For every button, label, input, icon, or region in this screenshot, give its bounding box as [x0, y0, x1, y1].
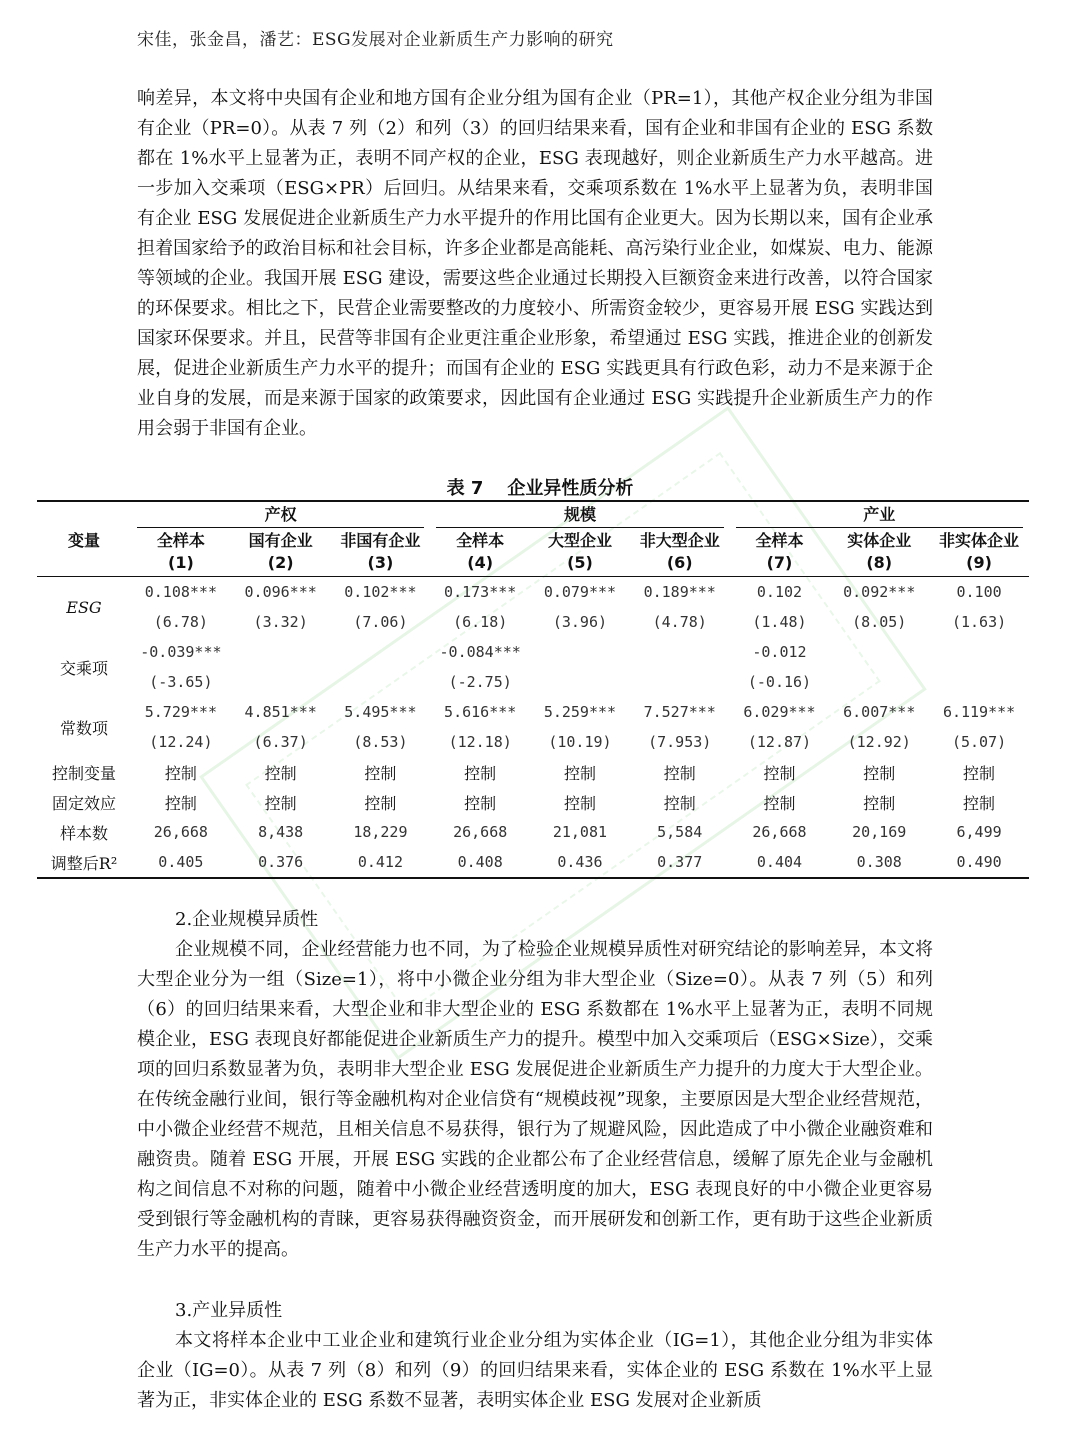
- column-name: 非大型企业: [639, 531, 720, 550]
- fixed-effects-value: 控制: [563, 793, 596, 813]
- esg-label: ESG: [66, 597, 102, 617]
- sample-size-value: 21,081: [552, 823, 608, 841]
- column-index: (4): [467, 553, 494, 572]
- esg-tstat: (8.05): [852, 613, 907, 631]
- sample-size-label: 样本数: [59, 823, 108, 843]
- column-index: (3): [367, 553, 394, 572]
- interaction-coef-row: [37, 637, 1029, 667]
- column-name: 实体企业: [847, 531, 912, 550]
- column-index: (5): [567, 553, 593, 572]
- control-vars-value: 控制: [364, 763, 397, 783]
- column-header: [929, 528, 1029, 577]
- esg-coef: 0.092***: [843, 583, 916, 601]
- column-name: 非实体企业: [939, 531, 1020, 550]
- fixed-effects-value: 控制: [963, 793, 996, 813]
- interaction-tstat: [530, 667, 630, 697]
- sample-size-value: 6,499: [956, 823, 1002, 841]
- sample-size-value: 26,668: [752, 823, 807, 841]
- adj-r2-value: 0.405: [131, 847, 231, 878]
- sample-size-value: 8,438: [258, 823, 304, 841]
- interaction-coef: [829, 637, 929, 667]
- fixed-effects-value: 控制: [663, 793, 696, 813]
- constant-tstat: (10.19): [548, 733, 612, 751]
- group-header: [430, 501, 729, 528]
- interaction-tstat: [331, 667, 431, 697]
- interaction-coef: -0.039***: [140, 643, 222, 661]
- control-vars-value: 控制: [464, 763, 497, 783]
- interaction-label: 交乘项: [59, 658, 108, 678]
- esg-coef: 0.102: [756, 583, 803, 601]
- esg-tstat: (7.06): [353, 613, 408, 631]
- column-name: 全样本: [456, 531, 505, 550]
- sample-size-value: 5,584: [657, 823, 703, 841]
- column-index: (7): [766, 553, 793, 572]
- regression-table: [37, 500, 1029, 879]
- constant-coef: 5.616***: [444, 703, 517, 721]
- constant-coef: 4.851***: [244, 703, 317, 721]
- esg-tstat: (4.78): [652, 613, 707, 631]
- esg-tstat: (6.78): [153, 613, 208, 631]
- interaction-coef: [231, 637, 331, 667]
- group-header-label: 产权: [137, 503, 424, 528]
- constant-coef: 6.119***: [942, 703, 1016, 721]
- interaction-tstat: [630, 667, 730, 697]
- constant-coef-row: [37, 697, 1029, 727]
- column-header: [231, 528, 331, 577]
- constant-label: 常数项: [59, 718, 108, 738]
- constant-t-row: [37, 727, 1029, 757]
- adj-r2-row: [37, 847, 1029, 878]
- constant-coef: 6.007***: [843, 703, 916, 721]
- esg-coef: 0.096***: [244, 583, 317, 601]
- column-name: 大型企业: [547, 531, 612, 550]
- interaction-tstat: [829, 667, 929, 697]
- sample-size-value: 18,229: [353, 823, 408, 841]
- esg-coef: 0.100: [956, 583, 1002, 601]
- constant-tstat: (12.24): [149, 733, 213, 751]
- interaction-tstat: (-3.65): [149, 673, 213, 691]
- column-index: (9): [966, 553, 992, 572]
- fixed-effects-value: 控制: [763, 793, 796, 813]
- esg-tstat: (3.96): [552, 613, 608, 631]
- control-vars-value: 控制: [164, 763, 197, 783]
- column-header: [131, 528, 231, 577]
- interaction-coef: -0.084***: [439, 643, 521, 661]
- interaction-coef: [530, 637, 630, 667]
- column-index: (8): [866, 553, 893, 572]
- table-caption: [0, 474, 1080, 500]
- esg-tstat: (6.18): [453, 613, 508, 631]
- paragraph-industry: 本文将样本企业中工业企业和建筑行业企业分组为实体企业（IG=1），其他企业分组为非实体企业（IG=0）。从表 7 列（8）和列（9）的回归结果来看，实体企业的 ESG 系数在 1%水平上显著为正，非实体企业的 ESG 系数不显著，表明实体企业 ESG 发展对企业新质: [137, 1330, 933, 1411]
- esg-t-row: [37, 607, 1029, 637]
- control-vars-row: [37, 757, 1029, 787]
- constant-tstat: (12.87): [747, 733, 812, 751]
- esg-tstat: (1.48): [752, 613, 807, 631]
- column-name: 国有企业: [248, 531, 313, 550]
- interaction-tstat: [929, 667, 1029, 697]
- constant-tstat: (7.953): [648, 733, 712, 751]
- var-header: 变量: [37, 501, 131, 577]
- group-header: [131, 501, 430, 528]
- column-header: [430, 528, 530, 577]
- constant-coef: 5.495***: [344, 703, 417, 721]
- interaction-tstat: (-2.75): [448, 673, 512, 691]
- fixed-effects-value: 控制: [364, 793, 397, 813]
- column-index: (2): [267, 553, 294, 572]
- group-header-row: [37, 501, 1029, 528]
- constant-tstat: (6.37): [253, 733, 308, 751]
- adj-r2-label: 调整后R²: [37, 847, 131, 878]
- constant-tstat: (12.92): [847, 733, 911, 751]
- table-number: 表 7: [446, 478, 484, 499]
- column-index: (6): [666, 553, 693, 572]
- control-vars-value: 控制: [563, 763, 596, 783]
- paragraph-size: 企业规模不同，企业经营能力也不同，为了检验企业规模异质性对研究结论的影响差异，本文将大型企业分为一组（Size=1），将中小微企业分组为非大型企业（Size=0）。从表 7 列（5）和列（6）的回归结果来看，大型企业和非大型企业的 ESG 系数都在 1%水平上显著为正，表明不同规模企业，ESG 表现良好都能促进企业新质生产力的提升。模型中加入交乘项后（ESG×Size），交乘项的回归系数显著为负，表明非大型企业 ESG 发展促进企业新质生产力提升的力度大于大型企业。在传统金融行业间，银行等金融机构对企业信贷有“规模歧视”现象，主要原因是大型企业经营规范，中小微企业经营不规范，且相关信息不易获得，银行为了规避风险，因此造成了中小微企业融资难和融资贵。随着 ESG 开展，开展 ESG 实践的企业都公布了企业经营信息，缓解了原先企业与金融机构之间信息不对称的问题，随着中小微企业经营透明度的加大，ESG 表现良好的中小微企业更容易受到银行等金融机构的青睐，更容易获得融资资金，而开展研发和创新工作，更有助于这些企业新质生产力水平的提高。: [137, 939, 933, 1260]
- column-header: [530, 528, 630, 577]
- adj-r2-value: 0.376: [231, 847, 331, 878]
- fixed-effects-value: 控制: [264, 793, 297, 813]
- column-header: [630, 528, 730, 577]
- group-header-label: 产业: [736, 503, 1023, 528]
- adj-r2-value: 0.377: [630, 847, 730, 878]
- sample-size-row: [37, 817, 1029, 847]
- column-name: 全样本: [755, 531, 804, 550]
- esg-coef-row: [37, 577, 1029, 608]
- adj-r2-value: 0.412: [331, 847, 431, 878]
- table-title: 企业异性质分析: [507, 478, 634, 499]
- section-title-size: 2.企业规模异质性: [175, 909, 319, 930]
- esg-coef: 0.173***: [444, 583, 517, 601]
- running-header: 宋佳，张金昌，潘艺：ESG发展对企业新质生产力影响的研究: [137, 30, 614, 50]
- interaction-tstat: (-0.16): [747, 673, 812, 691]
- column-header: [829, 528, 929, 577]
- control-vars-label: 控制变量: [51, 763, 116, 783]
- constant-tstat: (12.18): [448, 733, 512, 751]
- adj-r2-value: 0.308: [829, 847, 929, 878]
- control-vars-value: 控制: [663, 763, 696, 783]
- group-header: [730, 501, 1029, 528]
- fixed-effects-value: 控制: [464, 793, 497, 813]
- constant-coef: 5.259***: [543, 703, 617, 721]
- interaction-coef: [929, 637, 1029, 667]
- esg-coef: 0.102***: [344, 583, 417, 601]
- constant-coef: 7.527***: [643, 703, 716, 721]
- interaction-tstat: [231, 667, 331, 697]
- column-header: [331, 528, 431, 577]
- esg-tstat: (3.32): [253, 613, 308, 631]
- control-vars-value: 控制: [963, 763, 996, 783]
- fixed-effects-value: 控制: [164, 793, 197, 813]
- fixed-effects-value: 控制: [863, 793, 896, 813]
- control-vars-value: 控制: [264, 763, 297, 783]
- adj-r2-value: 0.436: [530, 847, 630, 878]
- interaction-coef: -0.012: [752, 643, 807, 661]
- adj-r2-value: 0.404: [730, 847, 830, 878]
- constant-tstat: (5.07): [951, 733, 1007, 751]
- paragraph-property-rights: 响差异，本文将中央国有企业和地方国有企业分组为国有企业（PR=1），其他产权企业分组为非国有企业（PR=0）。从表 7 列（2）和列（3）的回归结果来看，国有企业和非国有企业的 ESG 系数都在 1%水平上显著为正，表明不同产权的企业，ESG 表现越好，则企业新质生产力水平越高。进一步加入交乘项（ESG×PR）后回归。从结果来看，交乘项系数在 1%水平上显著为负，表明非国有企业 ESG 发展促进企业新质生产力水平提升的作用比国有企业更大。因为长期以来，国有企业承担着国家给予的政治目标和社会目标，许多企业都是高能耗、高污染行业企业，如煤炭、电力、能源等领域的企业。我国开展 ESG 建设，需要这些企业通过长期投入巨额资金来进行改善，以符合国家的环保要求。相比之下，民营企业需要整改的力度较小、所需资金较少，更容易开展 ESG 实践达到国家环保要求。并且，民营等非国有企业更注重企业形象，希望通过 ESG 实践，推进企业的创新发展，促进企业新质生产力水平的提升；而国有企业的 ESG 实践更具有行政色彩，动力不是来源于企业自身的发展，而是来源于国家的政策要求，因此国有企业通过 ESG 实践提升企业新质生产力的作用会弱于非国有企业。: [137, 88, 933, 439]
- constant-tstat: (8.53): [353, 733, 408, 751]
- column-name: 全样本: [156, 531, 205, 550]
- esg-coef: 0.108***: [144, 583, 217, 601]
- section-title-industry: 3.产业异质性: [175, 1300, 283, 1321]
- adj-r2-value: 0.408: [430, 847, 530, 878]
- interaction-coef: [630, 637, 730, 667]
- esg-coef: 0.079***: [543, 583, 617, 601]
- sample-size-value: 26,668: [153, 823, 208, 841]
- esg-coef: 0.189***: [643, 583, 716, 601]
- fixed-effects-row: [37, 787, 1029, 817]
- sample-size-value: 20,169: [852, 823, 907, 841]
- column-index: (1): [168, 553, 194, 572]
- column-header: [730, 528, 830, 577]
- sample-size-value: 26,668: [453, 823, 508, 841]
- group-header-label: 规模: [436, 503, 723, 528]
- constant-coef: 5.729***: [144, 703, 217, 721]
- interaction-coef: [331, 637, 431, 667]
- control-vars-value: 控制: [763, 763, 796, 783]
- adj-r2-value: 0.490: [929, 847, 1029, 878]
- column-name: 非国有企业: [340, 531, 421, 550]
- constant-coef: 6.029***: [743, 703, 816, 721]
- fixed-effects-label: 固定效应: [51, 793, 116, 813]
- interaction-t-row: [37, 667, 1029, 697]
- control-vars-value: 控制: [863, 763, 896, 783]
- esg-tstat: (1.63): [951, 613, 1007, 631]
